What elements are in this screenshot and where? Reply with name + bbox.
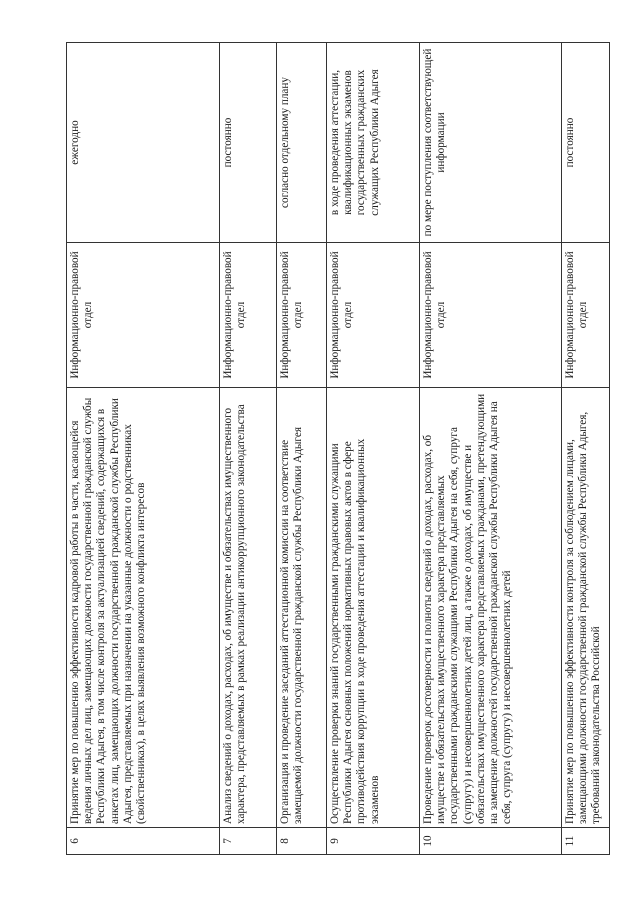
row-number: 8 — [277, 828, 327, 855]
responsible-department: Информационно-правовой отдел — [277, 243, 327, 388]
table-row — [562, 43, 610, 855]
responsible-department: Информационно-правовой отдел — [420, 243, 562, 388]
responsible-department: Информационно-правовой отдел — [67, 243, 220, 388]
responsible-department: Информационно-правовой отдел — [562, 243, 610, 388]
measure-description: Осуществление проверки знаний государственными гражданскими служащими Республики Адыгея основных положений нормативных правовых актов в сфере противодействия коррупции в ходе проведения аттестации и квалификационных экзаменов — [327, 388, 420, 828]
measure-description: Принятие мер по повышению эффективности контроля за соблюдением лицами, замещающими должности государственной гражданской службы Республики Адыгея, требований законодательства Российской — [562, 388, 610, 828]
execution-term: ежегодно — [67, 43, 220, 243]
measure-description: Организация и проведение заседаний аттестационной комиссии на соответствие замещаемой должности государственной гражданской службы Республики Адыгея — [277, 388, 327, 828]
measure-description: Принятие мер по повышению эффективности кадровой работы в части, касающейся ведения личных дел лиц, замещающих должности государственной гражданской службы Республики Адыгея, в том числе контроля за актуализацией сведений, содержащихся в анкетах лиц, замещающих должности государственной гражданской службы Республики Адыгея, представляемых при назначении на указанные должности о родственниках (свойственниках), в целях выявления возможного конфликта интересов — [67, 388, 220, 828]
row-number: 7 — [220, 828, 277, 855]
responsible-department: Информационно-правовой отдел — [220, 243, 277, 388]
row-number: 9 — [327, 828, 420, 855]
row-number: 6 — [67, 828, 220, 855]
table-row — [420, 43, 562, 855]
responsible-department: Информационно-правовой отдел — [327, 243, 420, 388]
row-number: 11 — [562, 828, 610, 855]
table-row — [67, 43, 220, 855]
row-number: 10 — [420, 828, 562, 855]
table-row — [327, 43, 420, 855]
table-row — [220, 43, 277, 855]
measure-description: Анализ сведений о доходах, расходах, об имуществе и обязательствах имущественного характера, представляемых в рамках реализации антикоррупционного законодательства — [220, 388, 277, 828]
execution-term: в ходе проведения аттестации, квалификационных экзаменов государственных гражданских служащих Республики Адыгея — [327, 43, 420, 243]
execution-term: постоянно — [220, 43, 277, 243]
measures-table — [66, 42, 610, 855]
measure-description: Проведение проверок достоверности и полноты сведений о доходах, расходах, об имуществе и обязательствах имущественного характера представляемых государственными гражданскими служащими Республики Адыгея на себя, супруга (супругу) и несовершеннолетних детей лиц, а также о доходах, об имуществе и обязательствах имущественного характера представляемых гражданами, претендующими на замещение должностей государственной гражданской службы Республики Адыгея на себя, супруга (супругу) и несовершеннолетних детей — [420, 388, 562, 828]
table-row — [277, 43, 327, 855]
execution-term: постоянно — [562, 43, 610, 243]
execution-term: согласно отдельному плану — [277, 43, 327, 243]
execution-term: по мере поступления соответствующей информации — [420, 43, 562, 243]
